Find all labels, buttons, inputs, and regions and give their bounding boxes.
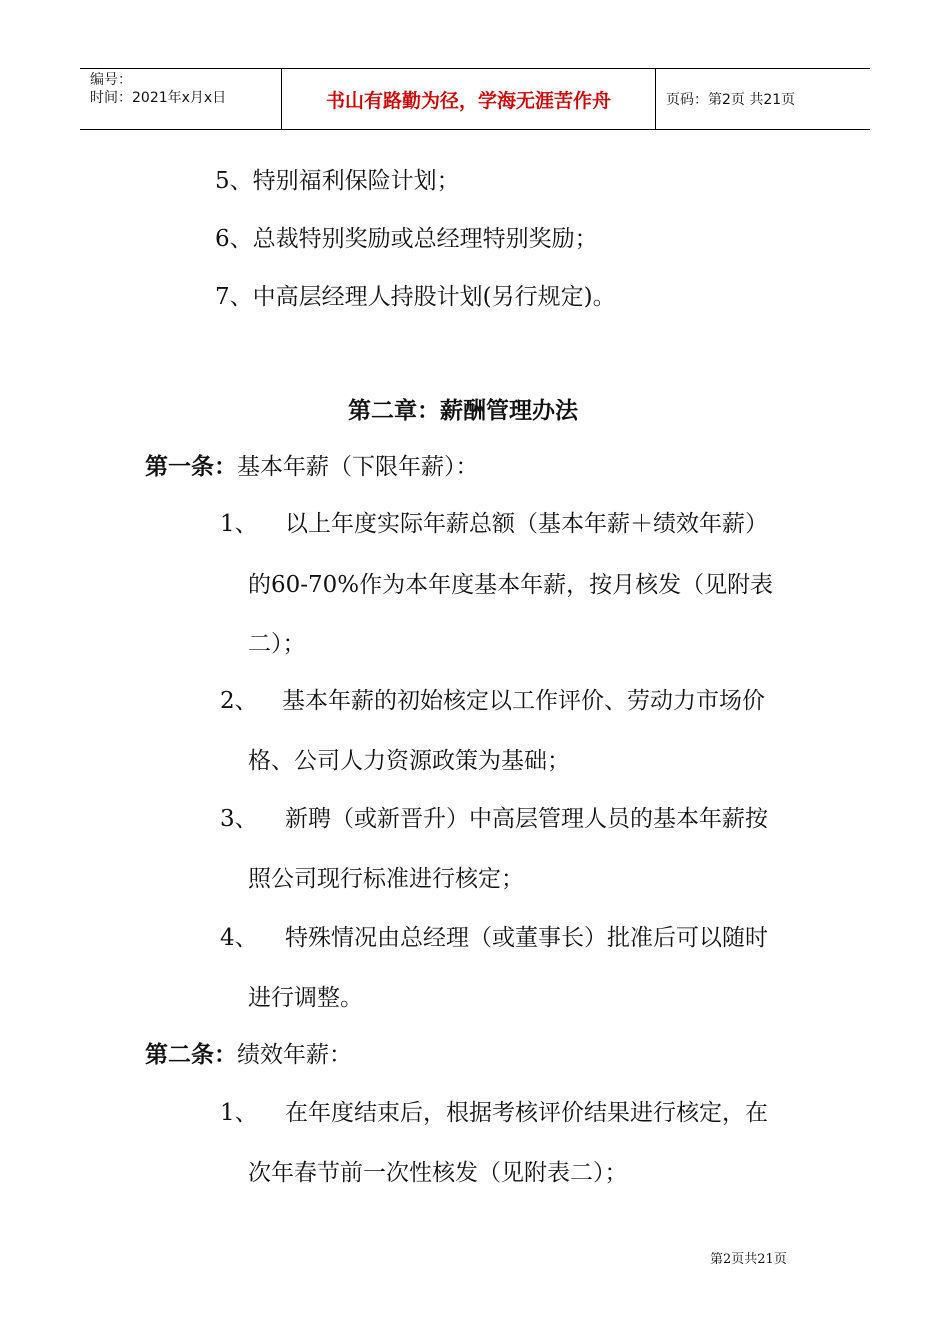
- item-number: 3、: [220, 806, 258, 832]
- item-number: 2、: [220, 688, 258, 714]
- paragraph-line: 进行调整。: [248, 985, 363, 1011]
- doc-time-label: 时间：2021年x月x日: [90, 90, 227, 106]
- paragraph-line: 以上年度实际年薪总额（基本年薪＋绩效年薪）: [285, 511, 768, 537]
- list-item: 5、特别福利保险计划；: [215, 168, 460, 194]
- list-item: 7、中高层经理人持股计划(另行规定)。: [215, 284, 616, 310]
- paragraph-line: 的60-70%作为本年度基本年薪，按月核发（见附表: [248, 572, 774, 598]
- paragraph-line: 新聘（或新晋升）中高层管理人员的基本年薪按: [285, 806, 768, 832]
- chapter-heading: 第二章：薪酬管理办法: [348, 397, 578, 424]
- item-number: 4、: [220, 925, 258, 951]
- paragraph-line: 在年度结束后，根据考核评价结果进行核定，在: [285, 1100, 768, 1126]
- item-number: 1、: [220, 1100, 258, 1126]
- list-item: 6、总裁特别奖励或总经理特别奖励；: [215, 226, 598, 252]
- paragraph-line: 次年春节前一次性核发（见附表二）；: [248, 1160, 628, 1186]
- paragraph-line: 格、公司人力资源政策为基础；: [248, 748, 570, 774]
- header-divider: [655, 69, 656, 129]
- header-motto: 书山有路勤为径，学海无涯苦作舟: [325, 89, 611, 112]
- page-header-table: [80, 68, 870, 130]
- article-2: [145, 1040, 352, 1070]
- article-1: [145, 452, 479, 482]
- paragraph-line: 基本年薪的初始核定以工作评价、劳动力市场价: [282, 688, 765, 714]
- paragraph-line: 照公司现行标准进行核定；: [248, 866, 524, 892]
- article-title: 第二条：: [145, 1041, 237, 1068]
- paragraph-line: 二）；: [248, 631, 306, 657]
- doc-number-label: 编号：: [90, 72, 132, 88]
- item-number: 1、: [220, 511, 258, 537]
- header-meta: [90, 71, 226, 107]
- header-page-info: 页码：第2页 共21页: [666, 92, 796, 108]
- article-title: 第一条：: [145, 453, 237, 480]
- paragraph-line: 特殊情况由总经理（或董事长）批准后可以随时: [285, 925, 768, 951]
- article-text: 绩效年薪：: [237, 1042, 352, 1068]
- page-footer: 第2页共21页: [710, 1252, 787, 1267]
- article-text: 基本年薪（下限年薪）：: [237, 454, 479, 480]
